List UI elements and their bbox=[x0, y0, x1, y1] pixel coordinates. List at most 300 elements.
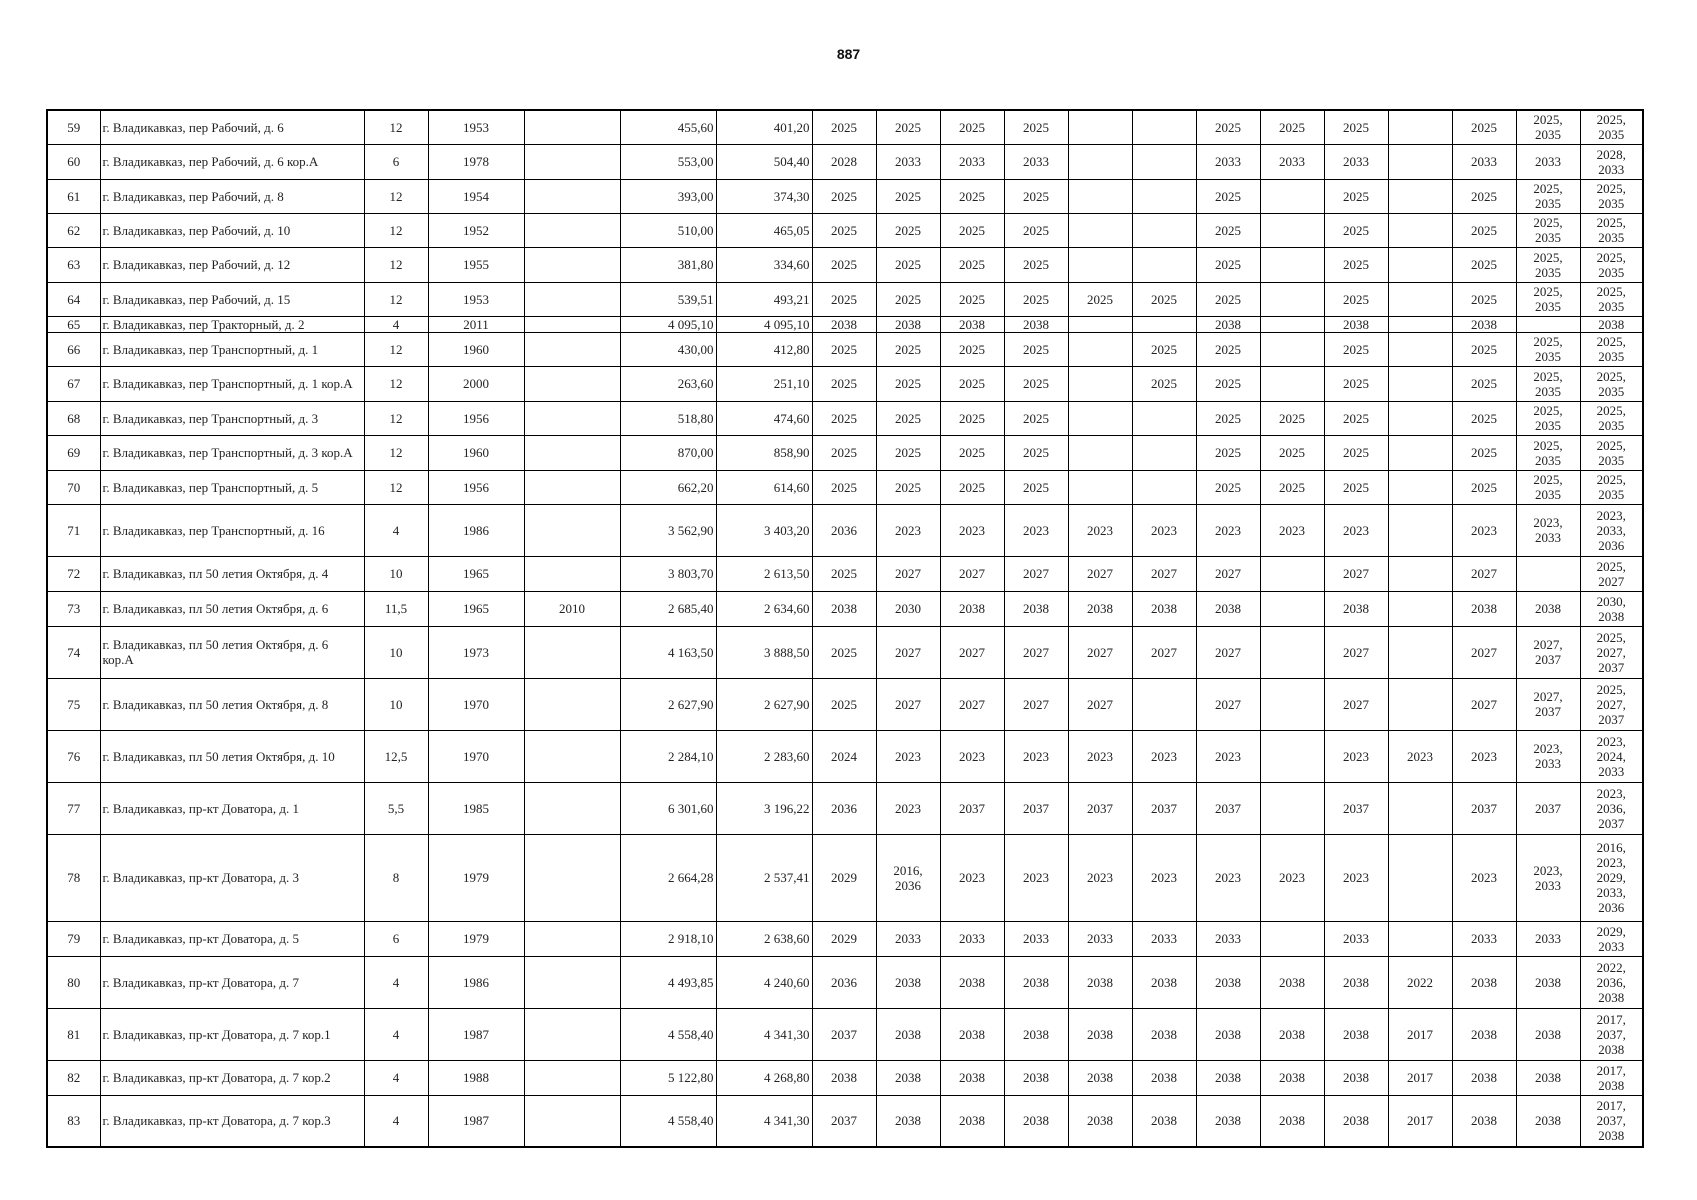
area-living-cell: 412,80 bbox=[716, 332, 812, 366]
repair-year-cell-12: 2023, 2033 bbox=[1516, 504, 1580, 556]
repair-year-cell-7: 2038 bbox=[1196, 1008, 1260, 1060]
area-living-cell: 2 627,90 bbox=[716, 678, 812, 730]
repair-year-cell-2: 2038 bbox=[876, 956, 940, 1008]
repair-year-cell-3: 2023 bbox=[940, 730, 1004, 782]
build-year-cell: 1960 bbox=[428, 435, 524, 470]
address-cell: г. Владикавказ, пл 50 летия Октября, д. 4 bbox=[100, 556, 364, 591]
repair-year-cell-5 bbox=[1068, 144, 1132, 179]
repair-year-cell-3: 2025 bbox=[940, 435, 1004, 470]
repair-year-cell-4: 2027 bbox=[1004, 556, 1068, 591]
repair-year-cell-12: 2023, 2033 bbox=[1516, 730, 1580, 782]
repair-year-cell-10 bbox=[1388, 316, 1452, 332]
repair-year-cell-11: 2025 bbox=[1452, 282, 1516, 316]
repair-year-cell-3: 2025 bbox=[940, 247, 1004, 282]
repair-year-cell-12: 2038 bbox=[1516, 956, 1580, 1008]
repair-year-cell-6: 2038 bbox=[1132, 591, 1196, 626]
repair-year-cell-13: 2016, 2023, 2029, 2033, 2036 bbox=[1580, 834, 1643, 921]
repair-year-cell-5: 2037 bbox=[1068, 782, 1132, 834]
area-living-cell: 3 403,20 bbox=[716, 504, 812, 556]
rebuild-year-cell bbox=[524, 435, 620, 470]
repair-year-cell-2: 2027 bbox=[876, 678, 940, 730]
repair-year-cell-6: 2038 bbox=[1132, 956, 1196, 1008]
address-cell: г. Владикавказ, пл 50 летия Октября, д. 6 кор.А bbox=[100, 626, 364, 678]
repair-year-cell-10: 2017 bbox=[1388, 1008, 1452, 1060]
table-row bbox=[47, 282, 1643, 316]
table-row bbox=[47, 179, 1643, 213]
repair-year-cell-12: 2038 bbox=[1516, 1060, 1580, 1095]
repair-year-cell-9: 2025 bbox=[1324, 247, 1388, 282]
repair-year-cell-5 bbox=[1068, 470, 1132, 504]
repair-year-cell-9: 2038 bbox=[1324, 956, 1388, 1008]
repair-year-cell-6 bbox=[1132, 401, 1196, 435]
housing-table bbox=[46, 109, 1644, 1148]
build-year-cell: 1970 bbox=[428, 678, 524, 730]
repair-year-cell-5: 2038 bbox=[1068, 1008, 1132, 1060]
table-row bbox=[47, 1060, 1643, 1095]
address-cell: г. Владикавказ, пер Транспортный, д. 3 кор.А bbox=[100, 435, 364, 470]
floors-cell: 10 bbox=[364, 678, 428, 730]
repair-year-cell-11: 2025 bbox=[1452, 110, 1516, 144]
repair-year-cell-1: 2025 bbox=[812, 435, 876, 470]
build-year-cell: 1954 bbox=[428, 179, 524, 213]
row-number-cell: 62 bbox=[47, 213, 100, 247]
floors-cell: 4 bbox=[364, 316, 428, 332]
repair-year-cell-5: 2033 bbox=[1068, 921, 1132, 956]
repair-year-cell-7: 2027 bbox=[1196, 626, 1260, 678]
floors-cell: 12 bbox=[364, 435, 428, 470]
repair-year-cell-12 bbox=[1516, 316, 1580, 332]
repair-year-cell-13: 2017, 2037, 2038 bbox=[1580, 1095, 1643, 1147]
repair-year-cell-1: 2025 bbox=[812, 366, 876, 401]
repair-year-cell-8: 2033 bbox=[1260, 144, 1324, 179]
repair-year-cell-8: 2038 bbox=[1260, 1008, 1324, 1060]
repair-year-cell-13: 2038 bbox=[1580, 316, 1643, 332]
repair-year-cell-5: 2038 bbox=[1068, 591, 1132, 626]
repair-year-cell-11: 2025 bbox=[1452, 366, 1516, 401]
repair-year-cell-8 bbox=[1260, 282, 1324, 316]
repair-year-cell-6: 2038 bbox=[1132, 1095, 1196, 1147]
repair-year-cell-7: 2025 bbox=[1196, 282, 1260, 316]
repair-year-cell-6: 2025 bbox=[1132, 366, 1196, 401]
repair-year-cell-2: 2027 bbox=[876, 556, 940, 591]
repair-year-cell-13: 2025, 2035 bbox=[1580, 247, 1643, 282]
area-living-cell: 4 095,10 bbox=[716, 316, 812, 332]
repair-year-cell-12: 2025, 2035 bbox=[1516, 332, 1580, 366]
repair-year-cell-11: 2038 bbox=[1452, 1060, 1516, 1095]
area-total-cell: 4 095,10 bbox=[620, 316, 716, 332]
repair-year-cell-12: 2025, 2035 bbox=[1516, 435, 1580, 470]
repair-year-cell-5 bbox=[1068, 110, 1132, 144]
repair-year-cell-2: 2033 bbox=[876, 921, 940, 956]
repair-year-cell-11: 2038 bbox=[1452, 1008, 1516, 1060]
area-living-cell: 334,60 bbox=[716, 247, 812, 282]
area-living-cell: 858,90 bbox=[716, 435, 812, 470]
table-row bbox=[47, 730, 1643, 782]
build-year-cell: 1956 bbox=[428, 470, 524, 504]
repair-year-cell-10 bbox=[1388, 504, 1452, 556]
repair-year-cell-2: 2025 bbox=[876, 470, 940, 504]
repair-year-cell-6 bbox=[1132, 247, 1196, 282]
address-cell: г. Владикавказ, пр-кт Доватора, д. 7 кор.3 bbox=[100, 1095, 364, 1147]
address-cell: г. Владикавказ, пл 50 летия Октября, д. 8 bbox=[100, 678, 364, 730]
repair-year-cell-7: 2025 bbox=[1196, 213, 1260, 247]
row-number-cell: 67 bbox=[47, 366, 100, 401]
row-number-cell: 63 bbox=[47, 247, 100, 282]
repair-year-cell-2: 2023 bbox=[876, 730, 940, 782]
repair-year-cell-6: 2025 bbox=[1132, 332, 1196, 366]
row-number-cell: 80 bbox=[47, 956, 100, 1008]
repair-year-cell-8 bbox=[1260, 316, 1324, 332]
area-total-cell: 2 685,40 bbox=[620, 591, 716, 626]
area-total-cell: 662,20 bbox=[620, 470, 716, 504]
address-cell: г. Владикавказ, пер Транспортный, д. 1 кор.А bbox=[100, 366, 364, 401]
repair-year-cell-9: 2025 bbox=[1324, 179, 1388, 213]
repair-year-cell-2: 2025 bbox=[876, 332, 940, 366]
build-year-cell: 1986 bbox=[428, 956, 524, 1008]
repair-year-cell-4: 2025 bbox=[1004, 470, 1068, 504]
repair-year-cell-13: 2022, 2036, 2038 bbox=[1580, 956, 1643, 1008]
repair-year-cell-7: 2025 bbox=[1196, 470, 1260, 504]
repair-year-cell-10: 2023 bbox=[1388, 730, 1452, 782]
build-year-cell: 1986 bbox=[428, 504, 524, 556]
floors-cell: 12 bbox=[364, 110, 428, 144]
repair-year-cell-9: 2038 bbox=[1324, 591, 1388, 626]
repair-year-cell-5 bbox=[1068, 247, 1132, 282]
table-row bbox=[47, 678, 1643, 730]
repair-year-cell-8 bbox=[1260, 782, 1324, 834]
row-number-cell: 59 bbox=[47, 110, 100, 144]
area-living-cell: 2 638,60 bbox=[716, 921, 812, 956]
rebuild-year-cell bbox=[524, 213, 620, 247]
repair-year-cell-6 bbox=[1132, 213, 1196, 247]
repair-year-cell-7: 2025 bbox=[1196, 247, 1260, 282]
area-living-cell: 2 283,60 bbox=[716, 730, 812, 782]
repair-year-cell-3: 2038 bbox=[940, 1060, 1004, 1095]
repair-year-cell-4: 2025 bbox=[1004, 213, 1068, 247]
repair-year-cell-8 bbox=[1260, 247, 1324, 282]
repair-year-cell-9: 2025 bbox=[1324, 282, 1388, 316]
floors-cell: 11,5 bbox=[364, 591, 428, 626]
repair-year-cell-13: 2025, 2027, 2037 bbox=[1580, 678, 1643, 730]
repair-year-cell-12: 2025, 2035 bbox=[1516, 110, 1580, 144]
area-living-cell: 3 888,50 bbox=[716, 626, 812, 678]
rebuild-year-cell bbox=[524, 556, 620, 591]
row-number-cell: 61 bbox=[47, 179, 100, 213]
repair-year-cell-11: 2038 bbox=[1452, 316, 1516, 332]
table-row bbox=[47, 470, 1643, 504]
repair-year-cell-8 bbox=[1260, 213, 1324, 247]
repair-year-cell-10 bbox=[1388, 782, 1452, 834]
repair-year-cell-4: 2025 bbox=[1004, 401, 1068, 435]
build-year-cell: 1988 bbox=[428, 1060, 524, 1095]
repair-year-cell-2: 2033 bbox=[876, 144, 940, 179]
repair-year-cell-13: 2025, 2027, 2037 bbox=[1580, 626, 1643, 678]
repair-year-cell-1: 2025 bbox=[812, 332, 876, 366]
area-total-cell: 430,00 bbox=[620, 332, 716, 366]
repair-year-cell-7: 2025 bbox=[1196, 179, 1260, 213]
area-living-cell: 4 268,80 bbox=[716, 1060, 812, 1095]
repair-year-cell-6: 2033 bbox=[1132, 921, 1196, 956]
floors-cell: 12 bbox=[364, 366, 428, 401]
address-cell: г. Владикавказ, пл 50 летия Октября, д. 10 bbox=[100, 730, 364, 782]
rebuild-year-cell bbox=[524, 956, 620, 1008]
repair-year-cell-1: 2025 bbox=[812, 179, 876, 213]
repair-year-cell-11: 2025 bbox=[1452, 401, 1516, 435]
build-year-cell: 1987 bbox=[428, 1008, 524, 1060]
area-total-cell: 6 301,60 bbox=[620, 782, 716, 834]
table-row bbox=[47, 556, 1643, 591]
repair-year-cell-1: 2037 bbox=[812, 1095, 876, 1147]
repair-year-cell-8: 2023 bbox=[1260, 834, 1324, 921]
address-cell: г. Владикавказ, пер Рабочий, д. 6 bbox=[100, 110, 364, 144]
floors-cell: 12 bbox=[364, 247, 428, 282]
area-living-cell: 504,40 bbox=[716, 144, 812, 179]
repair-year-cell-4: 2038 bbox=[1004, 1008, 1068, 1060]
rebuild-year-cell bbox=[524, 782, 620, 834]
floors-cell: 5,5 bbox=[364, 782, 428, 834]
floors-cell: 6 bbox=[364, 921, 428, 956]
rebuild-year-cell bbox=[524, 144, 620, 179]
repair-year-cell-1: 2038 bbox=[812, 591, 876, 626]
repair-year-cell-5: 2025 bbox=[1068, 282, 1132, 316]
area-living-cell: 3 196,22 bbox=[716, 782, 812, 834]
repair-year-cell-10 bbox=[1388, 213, 1452, 247]
repair-year-cell-8: 2025 bbox=[1260, 110, 1324, 144]
repair-year-cell-6 bbox=[1132, 144, 1196, 179]
repair-year-cell-4: 2023 bbox=[1004, 730, 1068, 782]
repair-year-cell-4: 2038 bbox=[1004, 956, 1068, 1008]
table-row bbox=[47, 1095, 1643, 1147]
repair-year-cell-7: 2033 bbox=[1196, 144, 1260, 179]
repair-year-cell-4: 2023 bbox=[1004, 504, 1068, 556]
table-row bbox=[47, 435, 1643, 470]
rebuild-year-cell bbox=[524, 1060, 620, 1095]
repair-year-cell-9: 2025 bbox=[1324, 435, 1388, 470]
repair-year-cell-7: 2038 bbox=[1196, 591, 1260, 626]
area-total-cell: 2 627,90 bbox=[620, 678, 716, 730]
repair-year-cell-12: 2025, 2035 bbox=[1516, 247, 1580, 282]
repair-year-cell-5 bbox=[1068, 435, 1132, 470]
build-year-cell: 1979 bbox=[428, 921, 524, 956]
repair-year-cell-1: 2036 bbox=[812, 956, 876, 1008]
rebuild-year-cell bbox=[524, 332, 620, 366]
repair-year-cell-4: 2038 bbox=[1004, 1060, 1068, 1095]
repair-year-cell-12: 2025, 2035 bbox=[1516, 179, 1580, 213]
rebuild-year-cell bbox=[524, 110, 620, 144]
area-total-cell: 2 664,28 bbox=[620, 834, 716, 921]
repair-year-cell-6: 2023 bbox=[1132, 834, 1196, 921]
repair-year-cell-11: 2023 bbox=[1452, 834, 1516, 921]
repair-year-cell-2: 2025 bbox=[876, 179, 940, 213]
repair-year-cell-4: 2038 bbox=[1004, 316, 1068, 332]
repair-year-cell-3: 2025 bbox=[940, 179, 1004, 213]
area-living-cell: 401,20 bbox=[716, 110, 812, 144]
area-living-cell: 4 240,60 bbox=[716, 956, 812, 1008]
table-row bbox=[47, 1008, 1643, 1060]
repair-year-cell-12: 2025, 2035 bbox=[1516, 213, 1580, 247]
repair-year-cell-13: 2017, 2037, 2038 bbox=[1580, 1008, 1643, 1060]
repair-year-cell-10 bbox=[1388, 247, 1452, 282]
table-row bbox=[47, 316, 1643, 332]
table-row bbox=[47, 782, 1643, 834]
repair-year-cell-10 bbox=[1388, 678, 1452, 730]
repair-year-cell-3: 2038 bbox=[940, 316, 1004, 332]
repair-year-cell-10 bbox=[1388, 921, 1452, 956]
floors-cell: 4 bbox=[364, 1060, 428, 1095]
repair-year-cell-6 bbox=[1132, 678, 1196, 730]
repair-year-cell-5: 2023 bbox=[1068, 834, 1132, 921]
repair-year-cell-12: 2027, 2037 bbox=[1516, 678, 1580, 730]
repair-year-cell-3: 2025 bbox=[940, 366, 1004, 401]
repair-year-cell-7: 2038 bbox=[1196, 1095, 1260, 1147]
repair-year-cell-7: 2027 bbox=[1196, 678, 1260, 730]
table-row bbox=[47, 366, 1643, 401]
repair-year-cell-9: 2023 bbox=[1324, 504, 1388, 556]
repair-year-cell-4: 2027 bbox=[1004, 626, 1068, 678]
repair-year-cell-7: 2027 bbox=[1196, 556, 1260, 591]
repair-year-cell-5 bbox=[1068, 401, 1132, 435]
repair-year-cell-1: 2025 bbox=[812, 401, 876, 435]
repair-year-cell-9: 2038 bbox=[1324, 316, 1388, 332]
repair-year-cell-2: 2025 bbox=[876, 366, 940, 401]
repair-year-cell-6: 2037 bbox=[1132, 782, 1196, 834]
address-cell: г. Владикавказ, пер Рабочий, д. 12 bbox=[100, 247, 364, 282]
repair-year-cell-12: 2025, 2035 bbox=[1516, 401, 1580, 435]
floors-cell: 4 bbox=[364, 956, 428, 1008]
repair-year-cell-8: 2038 bbox=[1260, 1060, 1324, 1095]
area-total-cell: 5 122,80 bbox=[620, 1060, 716, 1095]
repair-year-cell-3: 2037 bbox=[940, 782, 1004, 834]
build-year-cell: 1970 bbox=[428, 730, 524, 782]
repair-year-cell-3: 2027 bbox=[940, 556, 1004, 591]
repair-year-cell-5: 2027 bbox=[1068, 678, 1132, 730]
repair-year-cell-7: 2025 bbox=[1196, 401, 1260, 435]
address-cell: г. Владикавказ, пер Рабочий, д. 6 кор.А bbox=[100, 144, 364, 179]
repair-year-cell-4: 2038 bbox=[1004, 591, 1068, 626]
repair-year-cell-2: 2038 bbox=[876, 1095, 940, 1147]
repair-year-cell-9: 2025 bbox=[1324, 401, 1388, 435]
build-year-cell: 1973 bbox=[428, 626, 524, 678]
repair-year-cell-6: 2038 bbox=[1132, 1008, 1196, 1060]
repair-year-cell-11: 2025 bbox=[1452, 435, 1516, 470]
table-row bbox=[47, 956, 1643, 1008]
floors-cell: 12 bbox=[364, 401, 428, 435]
area-total-cell: 2 284,10 bbox=[620, 730, 716, 782]
area-total-cell: 510,00 bbox=[620, 213, 716, 247]
build-year-cell: 1952 bbox=[428, 213, 524, 247]
area-living-cell: 251,10 bbox=[716, 366, 812, 401]
repair-year-cell-2: 2016, 2036 bbox=[876, 834, 940, 921]
repair-year-cell-8: 2025 bbox=[1260, 435, 1324, 470]
repair-year-cell-11: 2025 bbox=[1452, 179, 1516, 213]
table-row bbox=[47, 834, 1643, 921]
repair-year-cell-13: 2025, 2035 bbox=[1580, 366, 1643, 401]
repair-year-cell-10 bbox=[1388, 435, 1452, 470]
area-total-cell: 3 803,70 bbox=[620, 556, 716, 591]
build-year-cell: 2000 bbox=[428, 366, 524, 401]
repair-year-cell-11: 2025 bbox=[1452, 332, 1516, 366]
repair-year-cell-13: 2025, 2035 bbox=[1580, 179, 1643, 213]
repair-year-cell-3: 2038 bbox=[940, 591, 1004, 626]
row-number-cell: 78 bbox=[47, 834, 100, 921]
repair-year-cell-10: 2022 bbox=[1388, 956, 1452, 1008]
build-year-cell: 1955 bbox=[428, 247, 524, 282]
repair-year-cell-1: 2025 bbox=[812, 678, 876, 730]
floors-cell: 4 bbox=[364, 1008, 428, 1060]
repair-year-cell-5 bbox=[1068, 213, 1132, 247]
repair-year-cell-1: 2025 bbox=[812, 470, 876, 504]
repair-year-cell-8: 2038 bbox=[1260, 956, 1324, 1008]
address-cell: г. Владикавказ, пер Транспортный, д. 1 bbox=[100, 332, 364, 366]
floors-cell: 12,5 bbox=[364, 730, 428, 782]
floors-cell: 12 bbox=[364, 282, 428, 316]
table-body bbox=[47, 110, 1643, 1147]
repair-year-cell-4: 2033 bbox=[1004, 144, 1068, 179]
address-cell: г. Владикавказ, пер Транспортный, д. 5 bbox=[100, 470, 364, 504]
rebuild-year-cell bbox=[524, 504, 620, 556]
repair-year-cell-3: 2038 bbox=[940, 956, 1004, 1008]
floors-cell: 10 bbox=[364, 556, 428, 591]
repair-year-cell-5: 2023 bbox=[1068, 730, 1132, 782]
repair-year-cell-10 bbox=[1388, 591, 1452, 626]
build-year-cell: 1956 bbox=[428, 401, 524, 435]
repair-year-cell-13: 2025, 2035 bbox=[1580, 470, 1643, 504]
repair-year-cell-1: 2025 bbox=[812, 556, 876, 591]
repair-year-cell-12: 2025, 2035 bbox=[1516, 470, 1580, 504]
rebuild-year-cell bbox=[524, 316, 620, 332]
repair-year-cell-12: 2038 bbox=[1516, 591, 1580, 626]
repair-year-cell-12: 2038 bbox=[1516, 1095, 1580, 1147]
repair-year-cell-10 bbox=[1388, 401, 1452, 435]
repair-year-cell-4: 2027 bbox=[1004, 678, 1068, 730]
rebuild-year-cell bbox=[524, 678, 620, 730]
row-number-cell: 77 bbox=[47, 782, 100, 834]
floors-cell: 8 bbox=[364, 834, 428, 921]
repair-year-cell-11: 2025 bbox=[1452, 213, 1516, 247]
repair-year-cell-7: 2038 bbox=[1196, 316, 1260, 332]
repair-year-cell-8 bbox=[1260, 921, 1324, 956]
table-row bbox=[47, 144, 1643, 179]
repair-year-cell-6 bbox=[1132, 110, 1196, 144]
repair-year-cell-1: 2028 bbox=[812, 144, 876, 179]
repair-year-cell-8 bbox=[1260, 678, 1324, 730]
repair-year-cell-11: 2038 bbox=[1452, 956, 1516, 1008]
repair-year-cell-4: 2025 bbox=[1004, 282, 1068, 316]
repair-year-cell-13: 2025, 2035 bbox=[1580, 401, 1643, 435]
repair-year-cell-3: 2025 bbox=[940, 213, 1004, 247]
rebuild-year-cell bbox=[524, 730, 620, 782]
floors-cell: 12 bbox=[364, 213, 428, 247]
repair-year-cell-9: 2023 bbox=[1324, 730, 1388, 782]
repair-year-cell-8: 2025 bbox=[1260, 470, 1324, 504]
repair-year-cell-13: 2025, 2035 bbox=[1580, 435, 1643, 470]
area-total-cell: 4 558,40 bbox=[620, 1008, 716, 1060]
area-living-cell: 4 341,30 bbox=[716, 1095, 812, 1147]
repair-year-cell-6: 2025 bbox=[1132, 282, 1196, 316]
repair-year-cell-10 bbox=[1388, 834, 1452, 921]
repair-year-cell-5 bbox=[1068, 179, 1132, 213]
repair-year-cell-10 bbox=[1388, 282, 1452, 316]
repair-year-cell-8 bbox=[1260, 626, 1324, 678]
repair-year-cell-2: 2025 bbox=[876, 247, 940, 282]
row-number-cell: 82 bbox=[47, 1060, 100, 1095]
repair-year-cell-2: 2025 bbox=[876, 401, 940, 435]
repair-year-cell-9: 2025 bbox=[1324, 470, 1388, 504]
repair-year-cell-4: 2033 bbox=[1004, 921, 1068, 956]
floors-cell: 12 bbox=[364, 470, 428, 504]
area-living-cell: 465,05 bbox=[716, 213, 812, 247]
repair-year-cell-2: 2023 bbox=[876, 782, 940, 834]
